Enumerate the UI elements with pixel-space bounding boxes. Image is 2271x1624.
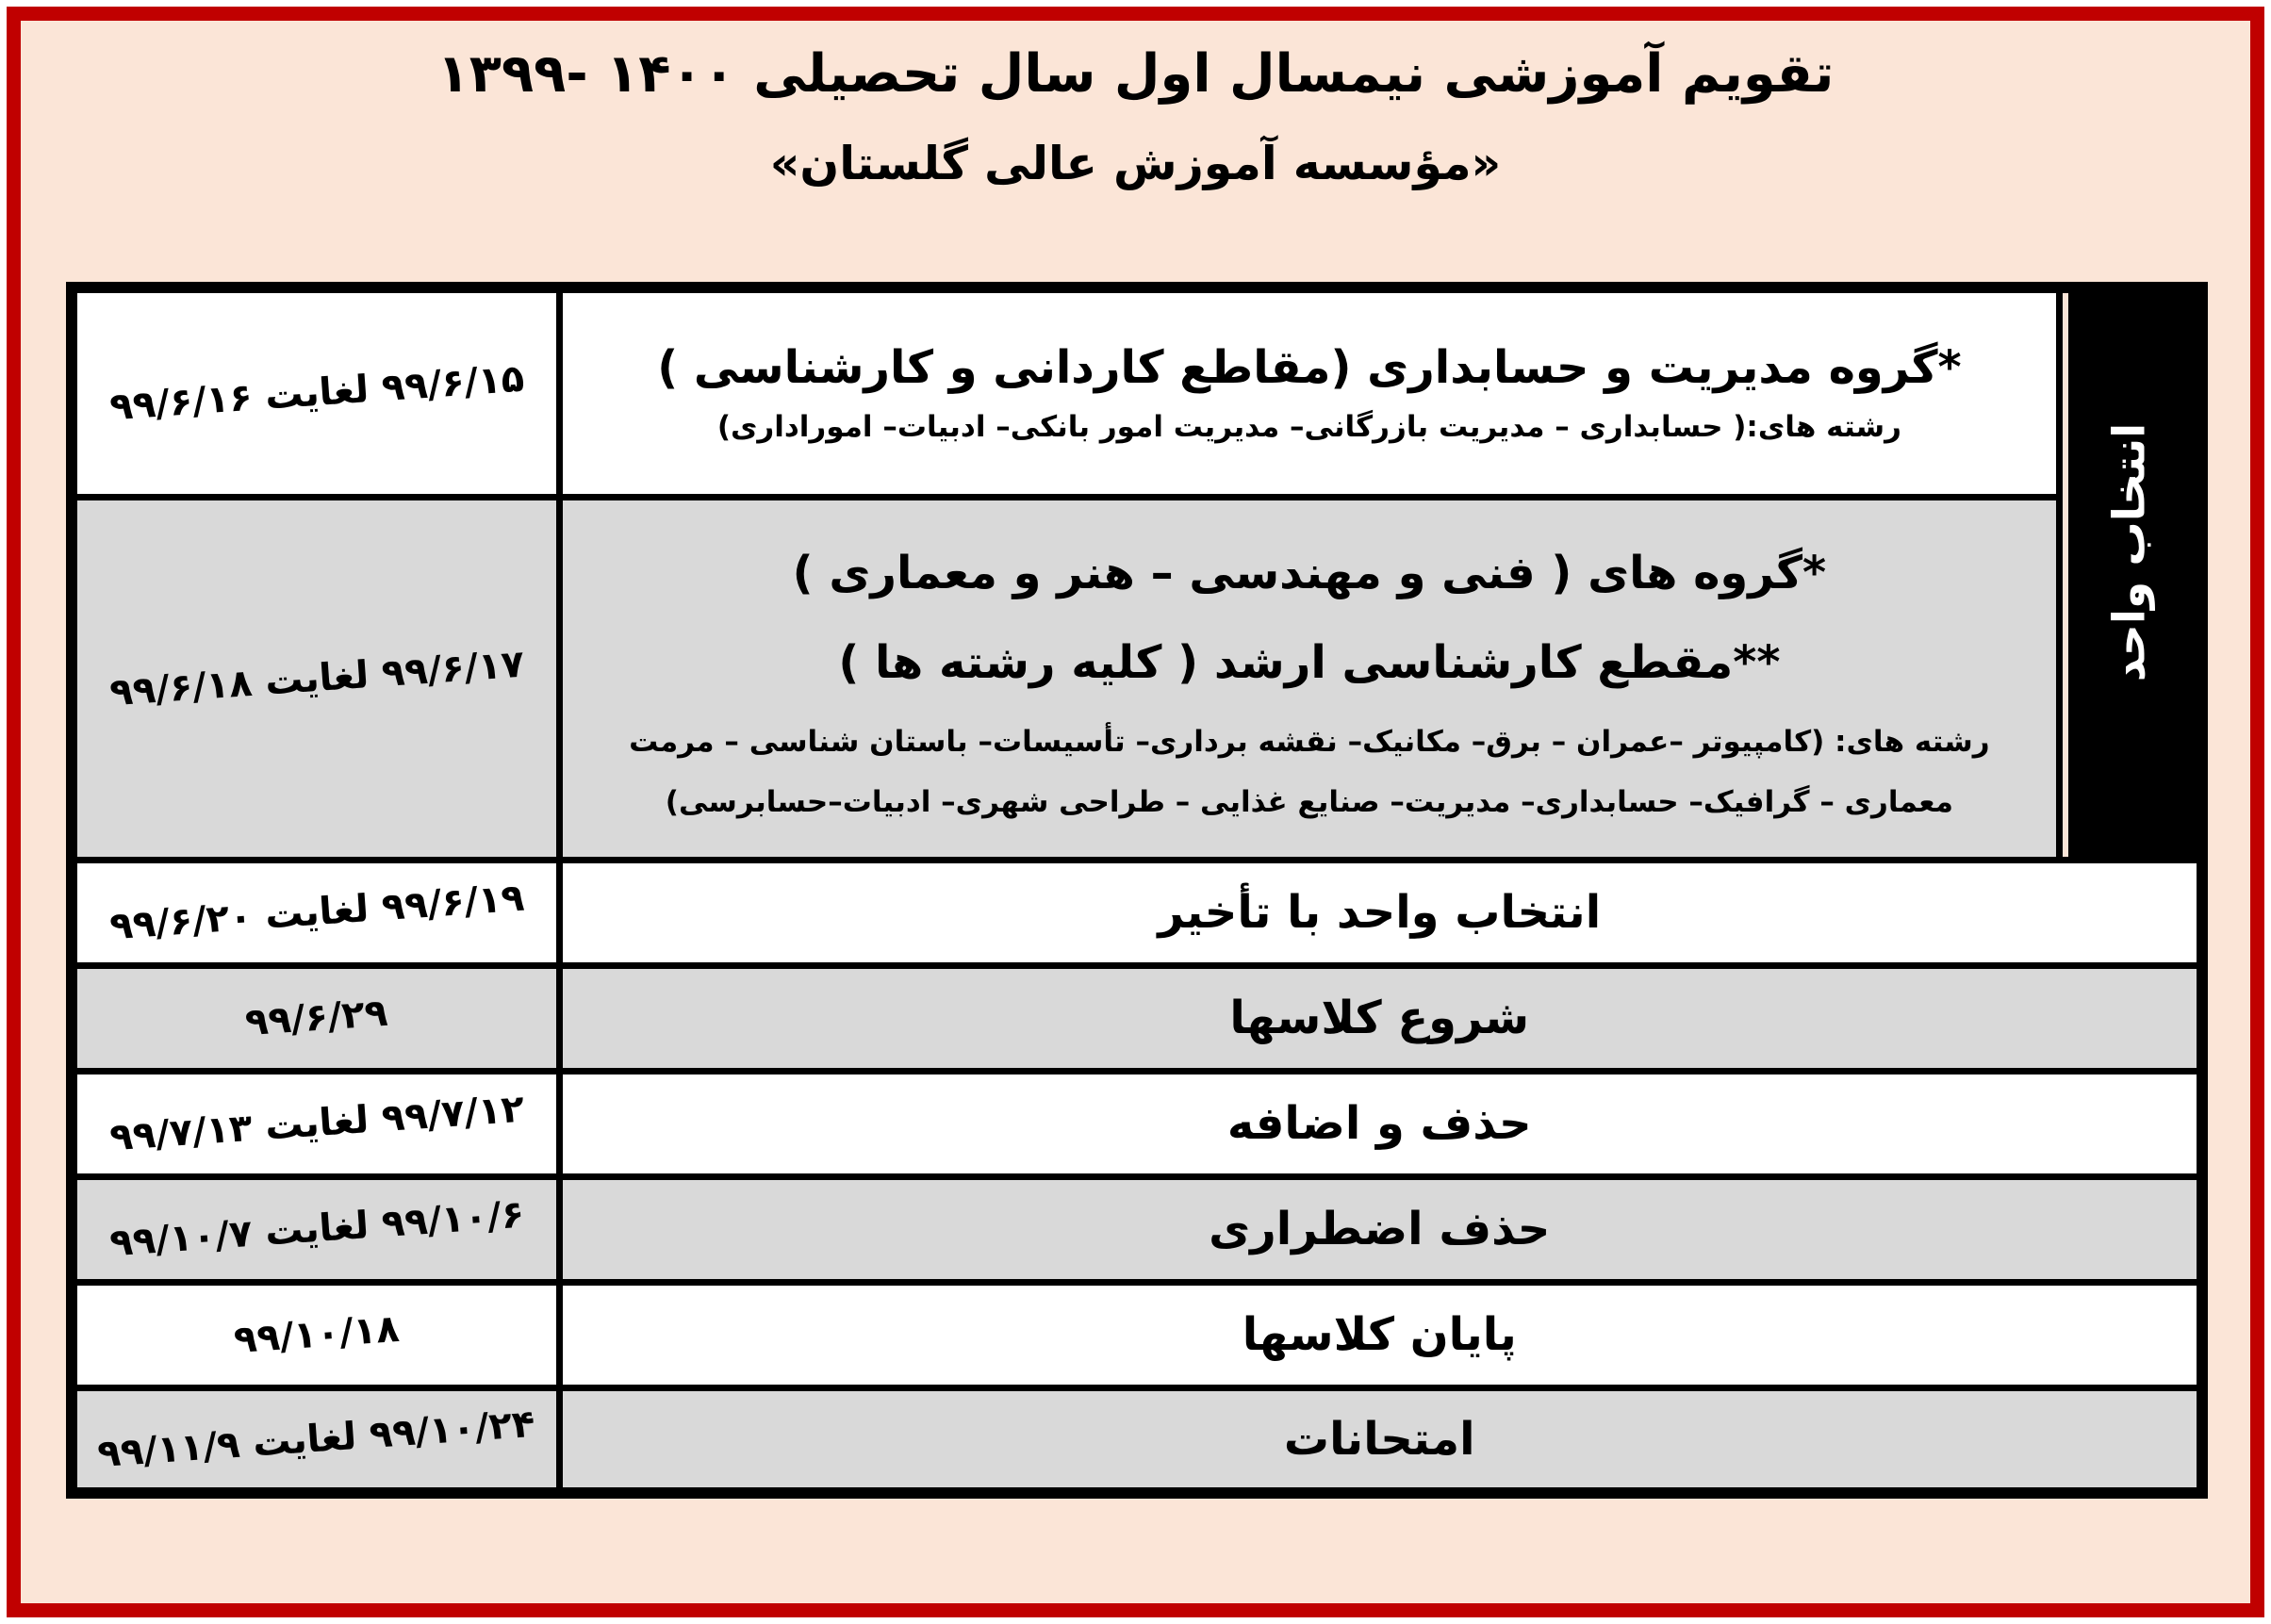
date-range: ۹۹/۱۰/۱۸ xyxy=(232,1306,401,1363)
date-cell-management xyxy=(72,287,559,497)
event-label-cell xyxy=(559,1071,2202,1176)
page-title: تقویم آموزشی نیمسال اول سال تحصیلی ۱۴۰۰ -۱۳۹۹ xyxy=(436,43,1835,105)
group-heading: **مقطع کارشناسی ارشد ( کلیه رشته ها ) xyxy=(838,636,1781,689)
event-label-cell xyxy=(559,965,2202,1071)
group-cell-management xyxy=(559,287,2060,497)
date-range: ۹۹/۷/۱۲ لغایت ۹۹/۷/۱۳ xyxy=(107,1087,526,1160)
group-heading: *گروه مدیریت و حسابداری (مقاطع کاردانی و کارشناسی ) xyxy=(657,340,1962,394)
event-label: پایان کلاسها xyxy=(1242,1308,1517,1361)
event-label: شروع کلاسها xyxy=(1229,992,1530,1044)
event-label-cell xyxy=(559,1387,2202,1493)
event-label-cell xyxy=(559,1176,2202,1282)
event-label: انتخاب واحد با تأخیر xyxy=(1158,886,1602,939)
table-row-late-registration xyxy=(72,860,2202,965)
event-label: حذف اضطراری xyxy=(1209,1203,1551,1255)
table-row-exams xyxy=(72,1387,2202,1493)
group-majors: رشته های:( حسابداری – مدیریت بازرگانی– مدیریت امور بانکی– ادبیات– اموراداری) xyxy=(716,410,1901,445)
event-date-cell xyxy=(72,1071,559,1176)
event-date-cell xyxy=(72,1282,559,1387)
table-row-classes-start xyxy=(72,965,2202,1071)
group-heading: *گروه های ( فنی و مهندسی – هنر و معماری ) xyxy=(792,547,1827,600)
event-label: امتحانات xyxy=(1283,1412,1475,1466)
date-range: ۹۹/۶/۱۹ لغایت ۹۹/۶/۲۰ xyxy=(107,876,526,949)
page-subtitle: «مؤسسه آموزش عالی گلستان» xyxy=(769,137,1502,190)
event-label-cell xyxy=(559,860,2202,965)
event-date-cell xyxy=(72,1387,559,1493)
event-date-cell xyxy=(72,965,559,1071)
date-range: ۹۹/۱۰/۶ لغایت ۹۹/۱۰/۷ xyxy=(107,1192,526,1266)
table-row-classes-end xyxy=(72,1282,2202,1387)
group-majors: معماری – گرافیک– حسابداری– مدیریت– صنایع غذایی – طراحی شهری– ادبیات–حسابرسی) xyxy=(665,785,1953,820)
table-row-group-management xyxy=(72,287,2202,497)
event-label: حذف و اضافه xyxy=(1226,1097,1532,1150)
group-cell-engineering xyxy=(559,497,2060,860)
date-cell-engineering xyxy=(72,497,559,860)
event-date-cell xyxy=(72,860,559,965)
event-date-cell xyxy=(72,1176,559,1282)
date-range: ۹۹/۱۰/۲۴ لغایت ۹۹/۱۱/۹ xyxy=(96,1402,537,1476)
date-range: ۹۹/۶/۱۷ لغایت ۹۹/۶/۱۸ xyxy=(107,642,526,714)
vertical-header-label: انتخاب واحد xyxy=(2103,422,2156,682)
table-row-emergency-drop xyxy=(72,1176,2202,1282)
event-label-cell xyxy=(559,1282,2202,1387)
group-majors: رشته های: (کامپیوتر –عمران – برق– مکانیک– نقشه برداری– تأسیسات– باستان شناسی – مرمت xyxy=(629,724,1990,759)
table-row-add-drop xyxy=(72,1071,2202,1176)
date-range: ۹۹/۶/۱۵ لغایت ۹۹/۶/۱۶ xyxy=(107,356,526,430)
date-range: ۹۹/۶/۲۹ xyxy=(243,991,389,1045)
page-frame xyxy=(7,7,2264,1617)
calendar-table xyxy=(66,282,2208,1499)
table-row-group-engineering xyxy=(72,497,2202,860)
vertical-header-cell xyxy=(2060,287,2202,860)
